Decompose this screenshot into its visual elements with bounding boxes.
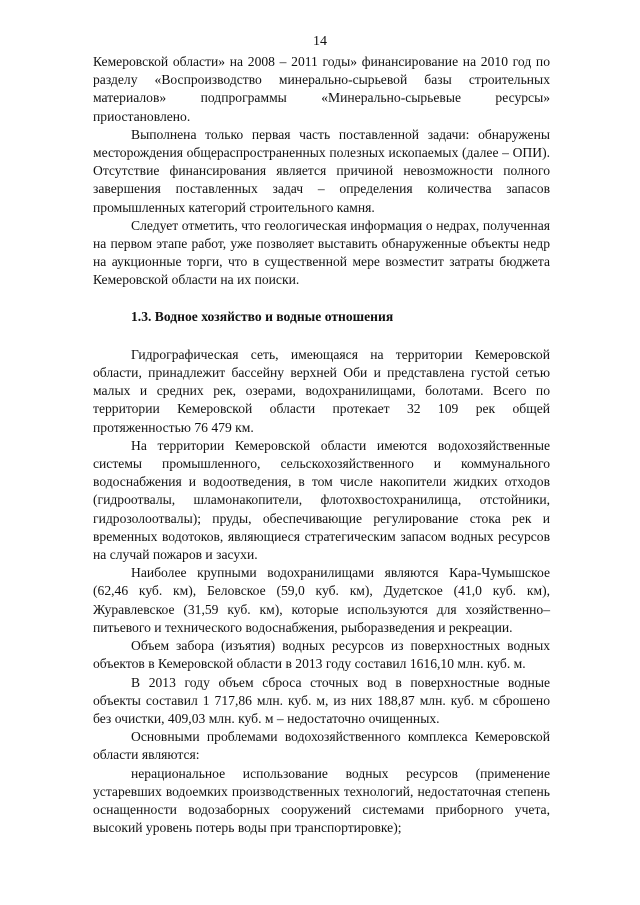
paragraph-3: Следует отметить, что геологическая информация о недрах, полученная на первом этапе работ, уже позволяет выставить обнаруженные объекты недр на аукционные торги, что в существенной мере возместит затраты бюджета Кемеровской области на их поиски. <box>93 217 550 288</box>
paragraph-problems-intro: Основными проблемами водохозяйственного комплекса Кемеровской области являются: <box>93 729 550 763</box>
page-number: 14 <box>313 34 327 49</box>
paragraph-hydro-network: Гидрографическая сеть, имеющаяся на территории Кемеровской области, принадлежит бассейну верхней Оби и представлена густой сетью малых и средних рек, озерами, водохранилищами, болотами. Всего по территории Кемеровской области протекает 32 109 рек общей протяженностью 76 479 км. <box>93 346 550 435</box>
paragraph-water-systems: На территории Кемеровской области имеются водохозяйственные системы промышленного, сельскохозяйственного и коммунального водоснабжения и водоотведения, в том числе накопители жидких отходов (гидроотвалы, шламонакопители, флотохвостохранилища, отстойники, гидрозолоотвалы); пруды, обеспечивающие регулирование стока рек и временных водотоков, являющиеся стратегическим запасом водных ресурсов на случай пожаров и засухи. <box>93 437 550 563</box>
section-heading: 1.3. Водное хозяйство и водные отношения <box>131 308 394 324</box>
paragraph-wastewater: В 2013 году объем сброса сточных вод в поверхностные водные объекты составил 1 717,86 млн. куб. м, из них 188,87 млн. куб. м сброшено без очистки, 409,03 млн. куб. м – недостаточно очищенных. <box>93 674 550 726</box>
document-body <box>93 53 550 837</box>
paragraph-water-intake: Объем забора (изъятия) водных ресурсов из поверхностных водных объектов в Кемеровской области в 2013 году составил 1616,10 млн. куб. м. <box>93 638 550 672</box>
paragraph-1: Кемеровской области» на 2008 – 2011 годы» финансирование на 2010 год по разделу «Воспроизводство минерально-сырьевой базы строительных материалов» подпрограммы «Минерально-сырьевые ресурсы» приостановлено. <box>93 54 550 124</box>
paragraph-2: Выполнена только первая часть поставленной задачи: обнаружены месторождения общераспространенных полезных ископаемых (далее – ОПИ). Отсутствие финансирования является причиной невозможности полного завершения поставленных задач – определения количества запасов промышленных категорий строительного камня. <box>93 126 550 215</box>
paragraph-problem-1: нерациональное использование водных ресурсов (применение устаревших водоемких производственных технологий, недостаточная степень оснащенности водозаборных сооружений системами приборного учета, высокий уровень потерь воды при транспортировке); <box>93 765 550 836</box>
paragraph-reservoirs: Наиболее крупными водохранилищами являются Кара-Чумышское (62,46 куб. км), Беловское (59,0 куб. км), Дудетское (41,0 куб. км), Журавлевское (31,59 куб. км), которые используются для хозяйственно–питьевого и технического водоснабжения, рыборазведения и рекреации. <box>93 565 550 635</box>
